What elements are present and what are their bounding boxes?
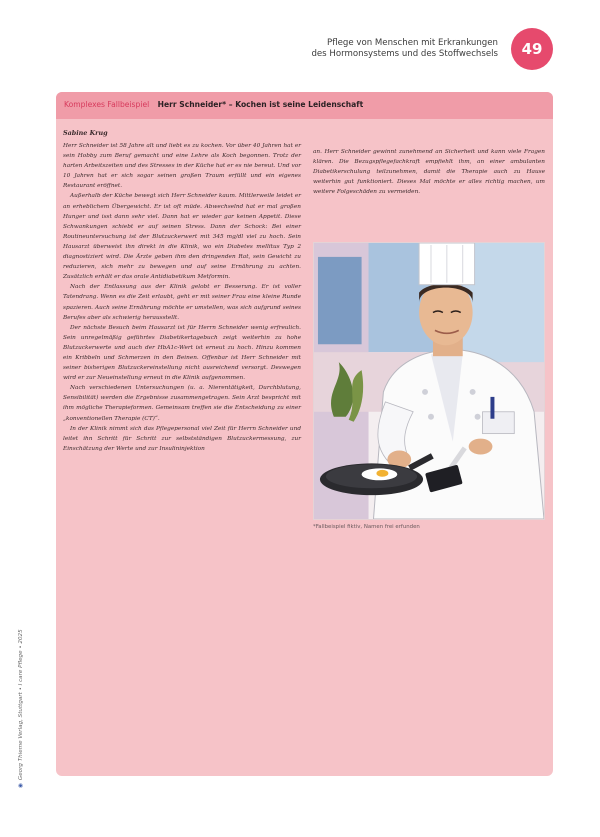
paragraph: Der nächste Besuch beim Hausarzt ist für Herrn Schneider wenig erfreulich. Sein unregelmäßig geführtes Diabetikertagebuch zeigt weiterhin zu hohe Blutzuckerwerte und auch der HbA1c-Wert ist erneut zu hoch. Hinzu kommen ein Kribbeln und Schmerzen in den Beinen. Offenbar ist Herr Schneider mit seiner bisherigen Blutzuckereinstellung nicht ausreichend versorgt. Deswegen wird er zur Neueinstellung erneut in die Klinik aufgenommen. <box>63 324 301 382</box>
case-study-title: Herr Schneider* – Kochen ist seine Leidenschaft <box>157 100 364 109</box>
paragraph: Nach der Entlassung aus der Klinik gelobt er Besserung. Er ist voller Tatendrang. Wenn es die Zeit erlaubt, geht er mit seiner Frau eine kleine Runde spazieren. Auch seine Ernährung möchte er umstellen, was sich aufgrund seines Berufes aber als schwierig herausstellt. <box>63 284 301 321</box>
paragraph: Herr Schneider ist 58 Jahre alt und liebt es zu kochen. Vor über 40 Jahren hat er sein Hobby zum Beruf gemacht und eine Lehre als Koch begonnen. Trotz der harten Arbeitszeiten und des Stresses in der Küche hat er es nie bereut. Und vor 10 Jahren hat er sich sogar seinen großen Traum erfüllt und ein eigenes Restaurant eröffnet. <box>63 143 301 190</box>
paragraph: In der Klinik nimmt sich das Pflegepersonal viel Zeit für Herrn Schneider und leitet ihn Schritt für Schritt zur selbstständigen Blutzuckermessung, zur Einschätzung der Werte und zur Insulininjektion <box>63 425 301 452</box>
paragraph: Nach verschiedenen Untersuchungen (u. a. Nierentätigkeit, Durchblutung, Sensibilität) werden die Ergebnisse zusammengetragen. Sein Arzt bespricht mit ihm mögliche Therapieformen. Gemeinsam treffen sie die Entscheidung zu einer „konventionellen Therapie (CT)“. <box>63 385 301 422</box>
publisher-logo-icon: ◉ <box>18 783 24 788</box>
running-head-line-1: Pflege von Menschen mit Erkrankungen <box>327 38 498 48</box>
right-text-column <box>313 147 545 197</box>
running-head <box>198 38 498 60</box>
chef-illustration <box>313 242 545 520</box>
running-head-line-2: des Hormonsystems und des Stoffwechsels <box>311 49 498 59</box>
paragraph: Außerhalb der Küche bewegt sich Herr Schneider kaum. Mittlerweile leidet er an erheblichem Übergewicht. Er ist oft müde. Abwechselnd hat er mal großen Hunger und isst dann sehr viel. Dann hat er wieder gar keinen Appetit. Diese Schwankungen schiebt er auf seinen Stress. Dann der Schock: Bei einer Routineuntersuchung ist der Blutzuckerwert mit 345 mg/dl viel zu hoch. Sein Hausarzt überweist ihn direkt in die Klinik, wo ein Diabetes mellitus Typ 2 diagnostiziert wird. Die Ärzte geben ihm den dringenden Rat, sein Gewicht zu reduzieren, sich mehr zu bewegen und auf seine Ernährung zu achten. Zusätzlich erhält er das orale Antidiabetikum Metformin. <box>63 193 301 281</box>
side-credit <box>18 629 24 788</box>
illustration-caption: *Fallbeispiel fiktiv, Namen frei erfunden <box>313 524 420 530</box>
left-text-column <box>63 141 301 454</box>
author-name: Sabine Krug <box>63 129 108 137</box>
case-study-header <box>56 92 553 119</box>
side-credit-text: Georg Thieme Verlag, Stuttgart • I care Pflege • 2025 <box>18 629 24 781</box>
case-study-box <box>56 92 553 776</box>
paragraph: an. Herr Schneider gewinnt zunehmend an Sicherheit und kann viele Fragen klären. Die Bezugspflegefachkraft empfiehlt ihm, an einer ambulanten Diabetikerschulung teilzunehmen, damit die Therapie auch zu Hause weiterhin gut funktioniert. Dieses Mal möchte er alles richtig machen, um weitere Folgeschäden zu vermeiden. <box>313 149 545 196</box>
page-number-badge: 49 <box>511 28 553 70</box>
case-study-label: Komplexes Fallbeispiel <box>64 100 150 109</box>
